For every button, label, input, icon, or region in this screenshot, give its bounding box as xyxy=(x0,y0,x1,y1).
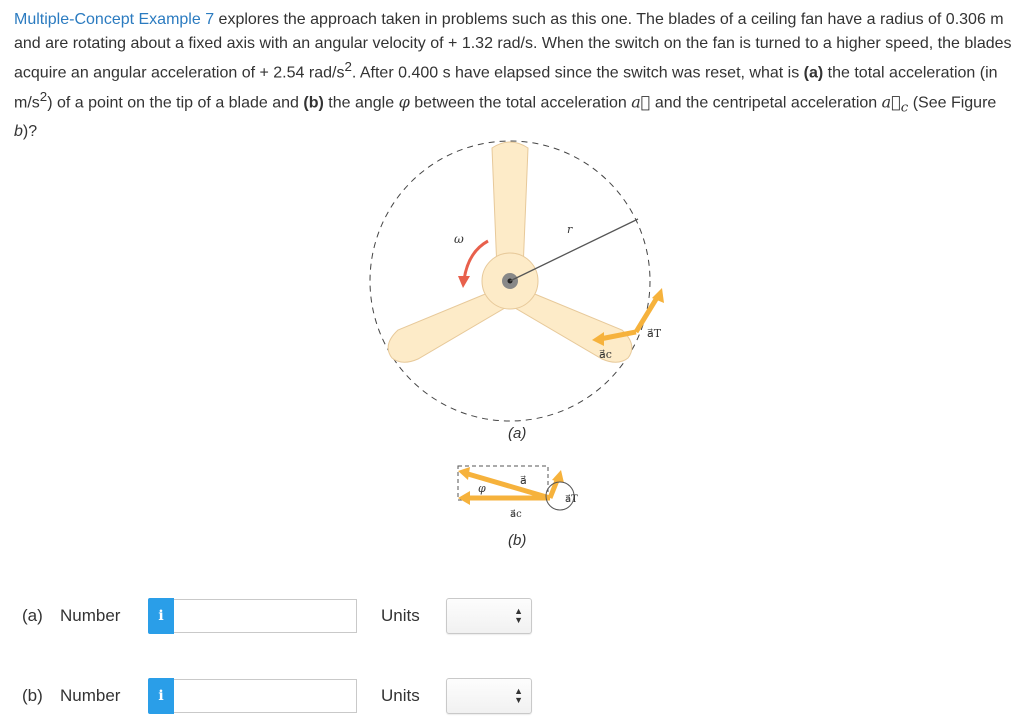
b-phi-label: φ xyxy=(478,482,486,495)
b-ac-label: a⃗c xyxy=(510,509,522,520)
select-arrows-icon: ▲ ▼ xyxy=(514,606,523,625)
radius-line xyxy=(510,219,638,281)
caption-a: (a) xyxy=(508,425,527,442)
problem-statement: Multiple-Concept Example 7 explores the approach taken in problems such as this one. The blades of a ceiling fan have a radius of 0.306 m and are rotating about a fixed axis with an angular velocity of + 1.32 rad/s. When the switch on the fan is turned to a higher speed, the blades acquire an angular acceleration of + 2.54 rad/$s^2$. After 0.400 s have elapsed since the switch was reset, what is (a) the total acceleration (in $m/s^2$) of a point on the tip of a blade and (b) the angle φ between the total acceleration a⃗ and the centripetal acceleration $a⃗_c$ (See Figure b)? xyxy=(14,11,1012,140)
b-at-label: a⃗T xyxy=(565,494,578,505)
units-label: Units xyxy=(381,686,420,705)
caption-b: (b) xyxy=(508,532,527,549)
info-button[interactable]: i xyxy=(148,598,174,634)
ac-label: a⃗c xyxy=(599,348,612,361)
number-label: Number xyxy=(60,606,121,625)
radius-label: r xyxy=(567,223,573,236)
omega-label: ω xyxy=(454,232,464,246)
fan-blades xyxy=(388,142,632,362)
example-link[interactable]: Multiple-Concept Example 7 xyxy=(14,11,215,28)
info-button[interactable]: i xyxy=(148,678,174,714)
b-a-label: a⃗ xyxy=(520,474,527,487)
fan-figure xyxy=(360,140,680,560)
answer-row-b xyxy=(22,678,532,714)
select-arrows-icon: ▲ ▼ xyxy=(514,686,523,705)
part-label: (b) xyxy=(22,686,43,705)
units-label: Units xyxy=(381,606,420,625)
part-label: (a) xyxy=(22,606,43,625)
answer-row-a xyxy=(22,598,532,634)
units-b-select[interactable] xyxy=(446,678,532,714)
answer-a-input[interactable] xyxy=(174,599,357,633)
number-label: Number xyxy=(60,686,121,705)
answer-b-input[interactable] xyxy=(174,679,357,713)
units-a-select[interactable] xyxy=(446,598,532,634)
at-label: a⃗T xyxy=(647,327,662,340)
